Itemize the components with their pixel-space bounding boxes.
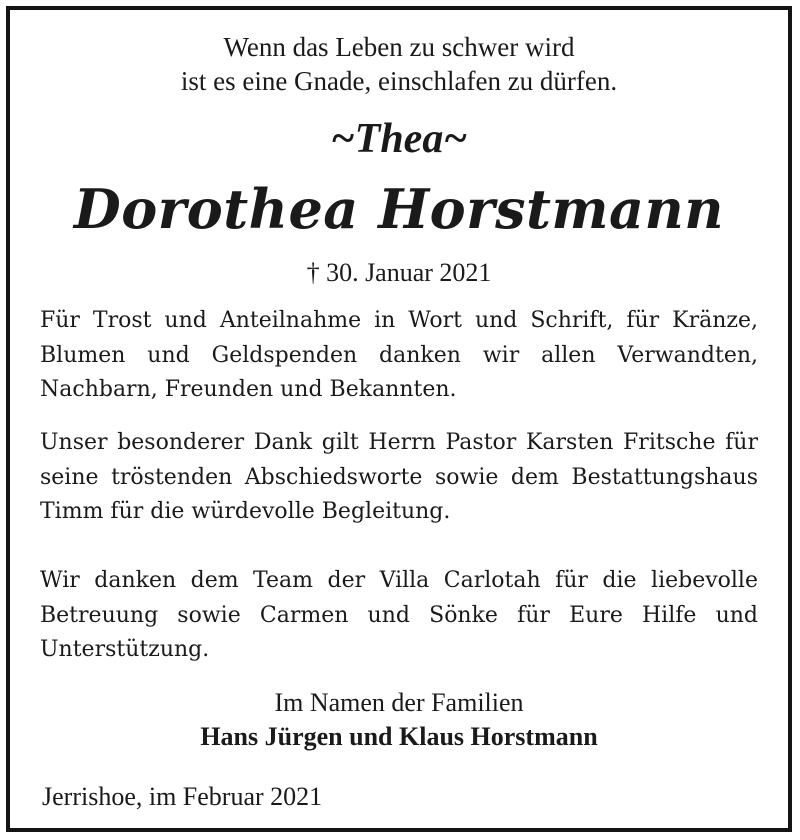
signature-names: Hans Jürgen und Klaus Horstmann (200, 722, 598, 751)
deceased-name: Dorothea Horstmann (73, 177, 725, 241)
motto-line-2: ist es eine Gnade, einschlafen zu dürfen. (180, 66, 618, 96)
signature-intro: Im Namen der Familien (274, 688, 524, 717)
thanks-paragraph-3: Wir danken dem Team der Villa Carlotah für die liebevolle Betreuung sowie Carmen und Sönke für Eure Hilfe und Unterstützung. (40, 568, 758, 662)
thanks-paragraph-2: Unser besonderer Dank gilt Herrn Pastor Karsten Fritsche für seine tröstenden Abschiedsworte sowie dem Bestattungshaus Timm für die würdevolle Begleitung. (40, 430, 758, 524)
nickname: ~Thea~ (330, 116, 468, 162)
thanks-paragraph-1: Für Trost und Anteilnahme in Wort und Schrift, für Kränze, Blumen und Geldspenden danken wir allen Verwandten, Nachbarn, Freunden und Bekannten. (40, 308, 758, 402)
death-date: † 30. Januar 2021 (306, 258, 492, 287)
motto-line-1: Wenn das Leben zu schwer wird (223, 32, 575, 62)
obituary-notice (6, 6, 792, 832)
place-date: Jerrishoe, im Februar 2021 (42, 782, 323, 811)
